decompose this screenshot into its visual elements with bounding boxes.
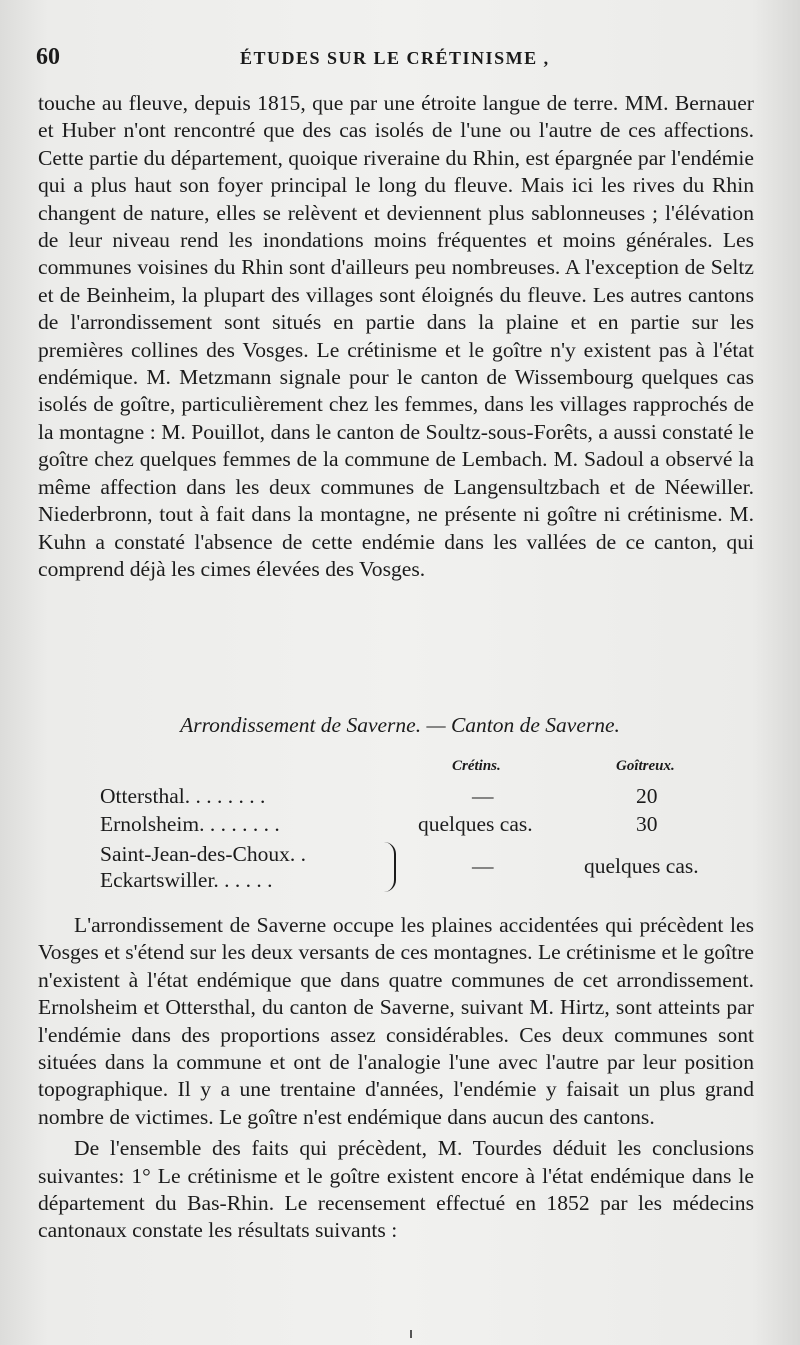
column-header-cretins: Crétins. xyxy=(452,758,501,774)
table-cell-cretins: — xyxy=(472,854,494,878)
grouping-brace xyxy=(384,842,396,892)
table-cell-goitreux: quelques cas. xyxy=(584,854,699,878)
page-header xyxy=(36,44,760,74)
page-number: 60 xyxy=(36,44,60,70)
table-cell-cretins: quelques cas. xyxy=(418,812,533,836)
table-cell-cretins: — xyxy=(472,784,494,808)
paragraph-3: De l'ensemble des faits qui précèdent, M. Tourdes déduit les conclusions suivantes: 1° Le crétinisme et le goître existent encore à l'état endémique dans le département du Bas-Rhin. Le recensement effectué en 1852 par les médecins cantonaux constate les résultats suivants : xyxy=(38,1136,754,1243)
table-row-commune: Ernolsheim. . . . . . . . xyxy=(100,812,280,836)
section-heading: Arrondissement de Saverne. — Canton de Saverne. xyxy=(180,713,620,737)
statistics-table xyxy=(100,758,740,898)
table-cell-goitreux: 30 xyxy=(636,812,658,836)
paragraph-2: L'arrondissement de Saverne occupe les plaines accidentées qui précèdent les Vosges et s'étend sur les deux versants de ces montagnes. Le crétinisme et le goître n'existent à l'état endémique que dans quatre communes de cet arrondissement. Ernolsheim et Ottersthal, du canton de Saverne, suivant M. Hirtz, sont atteints par l'endémie dans des proportions assez considérables. Ces deux communes sont situées dans la commune et ont de l'analogie l'une avec l'autre par leur position topographique. Il y a une trentaine d'années, l'endémie y faisait un plus grand nombre de victimes. Le goître n'est endémique dans aucun des cantons. xyxy=(38,913,754,1129)
paragraph-1: touche au fleuve, depuis 1815, que par une étroite langue de terre. MM. Bernauer et Huber n'ont rencontré que des cas isolés de l'une ou l'autre de ces affections. Cette partie du département, quoique riveraine du Rhin, est épargnée par l'endémie qui a plus haut son foyer principal le long du fleuve. Mais ici les rives du Rhin changent de nature, elles se relèvent et deviennent plus sablonneuses ; l'élévation de leur niveau rend les inondations moins fréquentes et moins générales. Les communes voisines du Rhin sont d'ailleurs peu nombreuses. A l'exception de Seltz et de Beinheim, la plupart des villages sont éloignés du fleuve. Les autres cantons de l'arrondissement sont situés en partie dans la plaine et en partie sur les premières collines des Vosges. Le crétinisme et le goître n'y existent pas à l'état endémique. M. Metzmann signale pour le canton de Wissembourg quelques cas isolés de goître, particulièrement chez les femmes, dans les villages rapprochés de la montagne : M. Pouillot, dans le canton de Soultz-sous-Forêts, a aussi constaté le goître chez quelques femmes de la commune de Lembach. M. Sadoul a observé la même affection dans les deux communes de Langensultzbach et de Néewiller. Niederbronn, tout à fait dans la montagne, ne présente ni goître ni crétinisme. M. Kuhn a constaté l'absence de cette endémie dans les vallées de ce canton, qui comprend déjà les cimes élevées des Vosges. xyxy=(38,91,754,581)
text-block-top xyxy=(38,90,754,583)
running-title: ÉTUDES SUR LE CRÉTINISME , xyxy=(240,48,550,68)
print-mark xyxy=(410,1330,412,1338)
text-block-bottom xyxy=(38,912,754,1245)
table-row-commune: Saint-Jean-des-Choux. . xyxy=(100,842,307,866)
column-header-goitreux: Goîtreux. xyxy=(616,758,675,774)
table-cell-goitreux: 20 xyxy=(636,784,658,808)
table-row-commune: Ottersthal. . . . . . . . xyxy=(100,784,266,808)
table-row-commune: Eckartswiller. . . . . . xyxy=(100,868,273,892)
